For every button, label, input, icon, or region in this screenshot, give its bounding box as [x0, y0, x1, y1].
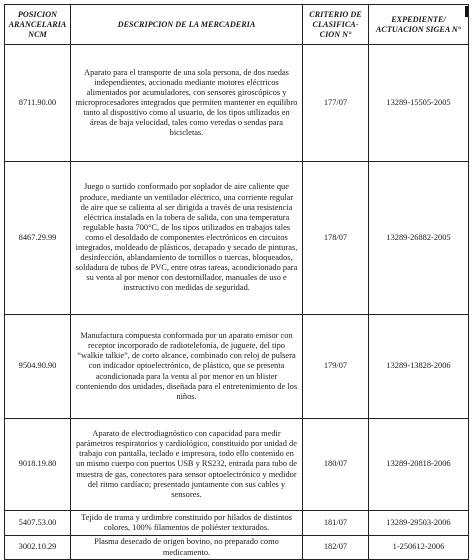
- cell-ncm: 8711.90.00: [5, 45, 71, 162]
- table-row: [5, 315, 469, 419]
- classification-table: [4, 4, 469, 560]
- cell-expediente: 1-250612-2006: [369, 536, 469, 560]
- cell-description: Plasma desecado de origen bovino, no preparado como medicamento.: [71, 536, 303, 560]
- table-row: [5, 162, 469, 315]
- cell-criterio: 178/07: [303, 162, 369, 315]
- cell-criterio: 179/07: [303, 315, 369, 419]
- cell-ncm: 9018.19.80: [5, 419, 71, 511]
- table-row: [5, 419, 469, 511]
- header-expediente: EXPEDIENTE/ ACTUACION SIGEA N°: [369, 5, 469, 45]
- header-criterio: CRITERIO DE CLASIFICA-CION N°: [303, 5, 369, 45]
- cell-expediente: 13289-29503-2006: [369, 511, 469, 536]
- cell-expediente: 13289-15505-2005: [369, 45, 469, 162]
- cell-criterio: 177/07: [303, 45, 369, 162]
- cell-criterio: 180/07: [303, 419, 369, 511]
- table-row: [5, 536, 469, 560]
- cell-criterio: 182/07: [303, 536, 369, 560]
- header-row: [5, 5, 469, 45]
- table-row: [5, 511, 469, 536]
- cell-description: Manufactura compuesta conformada por un aparato emisor con receptor incorporado de radiotelefonía, de juguete, del tipo “walkie talkie”, de corto alcance, combinado con reloj de pulsera con indicador optoelectrónico, de plástico, que se presenta acondicionada para la venta al por menor en un blister conteniendo dos unidades, diseñada para el entretenimiento de los niños.: [71, 315, 303, 419]
- cell-ncm: 9504.90.90: [5, 315, 71, 419]
- cell-description: Aparato para el transporte de una sola persona, de dos ruedas independientes, accionado mediante motores eléctricos alimentados por acumuladores, con sensores giroscópicos y microprocesadores integrados que permiten mantener en equilibro tanto al dispositivo como al usuario, de los tipos utilizados en áreas de baja velocidad, tales como veredas o sendas para bicicletas.: [71, 45, 303, 162]
- table-row: [5, 45, 469, 162]
- cell-expediente: 13289-13828-2006: [369, 315, 469, 419]
- document-page: [4, 4, 468, 560]
- cell-criterio: 181/07: [303, 511, 369, 536]
- cell-description: Juego o surtido conformado por soplador de aire caliente que produce, mediante un ventilador eléctrico, una corriente regular de aire que se calienta al ser dirigida a través de una resistencia eléctrica instalada en la tobera de salida, con una temperatura regulable hasta 700°C, de los tipos utilizados en trabajos tales como el desoldado de componentes electrónicos en circuitos integrados, moldeado de plásticos, decapado y secado de pinturas, desinfección, ablandamiento de tornillos o tuercas, bloqueados, soldadura de tubos de PVC, entre otras tareas, acondicionado para su venta al por menor con destornillador, manuales de uso e instructivo con medidas de seguridad.: [71, 162, 303, 315]
- cell-ncm: 3002.10.29: [5, 536, 71, 560]
- header-ncm: POSICION ARANCELARIA NCM: [5, 5, 71, 45]
- cell-ncm: 5407.53.00: [5, 511, 71, 536]
- cell-expediente: 13289-26882-2005: [369, 162, 469, 315]
- cell-description: Aparato de electrodiagnóstico con capacidad para medir parámetros respiratorios y cardiológico, constituido por unidad de trabajo con pantalla, teclado e impresora, todo ello contenido en un mismo cuerpo con puertos USB y RS232, entrada para tubo de muestra de gas, conectores para sensor optoelectrónico y medidor del ritmo cardíaco; presentado juntamente con sus cables y sensores.: [71, 419, 303, 511]
- cell-ncm: 8467.29.99: [5, 162, 71, 315]
- header-description: DESCRIPCION DE LA MERCADERIA: [71, 5, 303, 45]
- page-corner-mark: [465, 6, 468, 17]
- cell-description: Tejido de trama y urdimbre constituido por hilados de distintos colores, 100% filamentos de poliéster texturados.: [71, 511, 303, 536]
- cell-expediente: 13289-20818-2006: [369, 419, 469, 511]
